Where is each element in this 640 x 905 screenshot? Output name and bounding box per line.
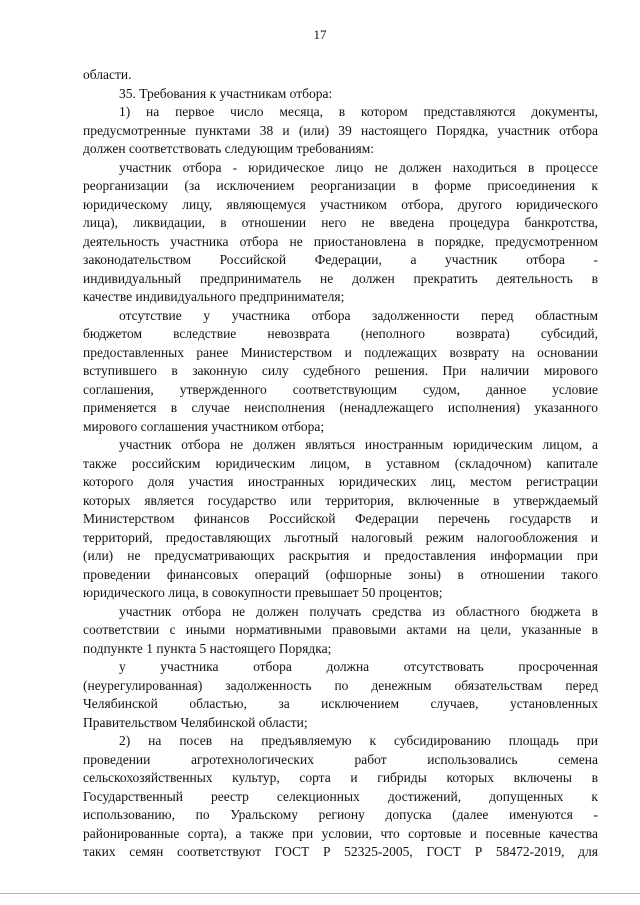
page-bottom-edge — [0, 893, 640, 894]
document-body — [83, 66, 598, 862]
text-line: территорий, предоставляющих льготный налоговый режим налогообложения и — [83, 529, 598, 545]
text-line: участник отбора - юридическое лицо не должен находиться в процессе — [119, 159, 598, 175]
text-line: таких семян соответствуют ГОСТ Р 52325-2005, ГОСТ Р 58472-2019, для — [83, 844, 598, 859]
text-line: Челябинской областью, за исключением случаев, установленных — [83, 696, 598, 711]
text-line: соответствии с иными нормативными правовыми актами на цели, указанные в — [83, 622, 598, 637]
text-line: юридическому лицу, являющемуся участником отбора, другого юридического — [83, 196, 598, 212]
page-number: 17 — [313, 27, 327, 42]
text-line: вступившего в законную силу судебного решения. При наличии мирового — [83, 363, 598, 378]
text-line: Государственный реестр селекционных достижений, допущенных к — [83, 788, 598, 804]
text-line: мирового соглашения участником отбора; — [83, 418, 325, 434]
text-line: применяется в случае неисполнения (ненадлежащего исполнения) указанного — [83, 400, 598, 415]
text-line: предусмотренные пунктами 38 и (или) 39 настоящего Порядка, участник отбора — [83, 122, 598, 138]
text-line: 35. Требования к участникам отбора: — [119, 85, 333, 101]
text-line: (или) не предусматривающих раскрытия и предоставления информации при — [83, 548, 598, 563]
text-line: лица), ликвидации, в отношении него не введена процедура банкротства, — [83, 215, 598, 230]
text-line: юридического лица, в совокупности превышает 50 процентов; — [83, 585, 443, 600]
text-line: деятельность участника отбора не приостановлена в порядке, предусмотренном — [83, 233, 598, 249]
text-line: сельскохозяйственных культур, сорта и гибриды которых включены в — [83, 770, 598, 785]
text-line: (неурегулированная) задолженность по денежным обязательствам перед — [83, 677, 598, 693]
text-line: бюджетом вследствие невозврата (неполного возврата) субсидий, — [83, 326, 598, 341]
text-line: должен соответствовать следующим требованиям: — [83, 141, 375, 156]
text-line: у участника отбора должна отсутствовать просроченная — [119, 659, 598, 674]
text-line: подпункте 1 пункта 5 настоящего Порядка; — [83, 640, 332, 656]
text-line: использованию, по Уральскому региону допуска (далее именуются - — [83, 807, 598, 822]
text-line: Министерством финансов Российской Федерации перечень государств и — [83, 511, 598, 526]
text-line: предоставленных ранее Министерством и подлежащих возврату на основании — [83, 344, 598, 360]
text-line: индивидуальный предприниматель не должен прекратить деятельность в — [83, 270, 598, 286]
text-line: которого доля участия иностранных юридических лиц, местом регистрации — [83, 474, 598, 489]
text-line: соглашения, утвержденного соответствующим судом, данное условие — [83, 381, 598, 397]
text-line: районированные сорта), а также при условии, что сортовые и посевные качества — [83, 825, 598, 841]
text-line: 1) на первое число месяца, в котором представляются документы, — [119, 104, 598, 119]
text-line: реорганизации (за исключением реорганизации в форме присоединения к — [83, 178, 598, 193]
text-line: отсутствие у участника отбора задолженности перед областным — [119, 307, 598, 323]
text-line: участник отбора не должен являться иностранным юридическим лицом, а — [119, 437, 598, 452]
text-line: также российским юридическим лицом, в уставном (складочном) капитале — [83, 455, 598, 471]
text-line: участник отбора не должен получать средства из областного бюджета в — [119, 603, 598, 619]
text-line: проведении финансовых операций (офшорные зоны) в отношении такого — [83, 566, 598, 582]
text-line: Правительством Челябинской области; — [83, 714, 308, 730]
text-line: 2) на посев на предъявляемую к субсидированию площадь при — [119, 733, 598, 748]
text-line: качестве индивидуального предпринимателя; — [83, 289, 345, 304]
text-line: проведении агротехнологических работ использовались семена — [83, 751, 598, 767]
text-line: которых является государство или территория, включенные в утверждаемый — [83, 492, 598, 508]
text-line: области. — [83, 67, 132, 82]
text-line: законодательством Российской Федерации, а участник отбора - — [83, 252, 598, 267]
